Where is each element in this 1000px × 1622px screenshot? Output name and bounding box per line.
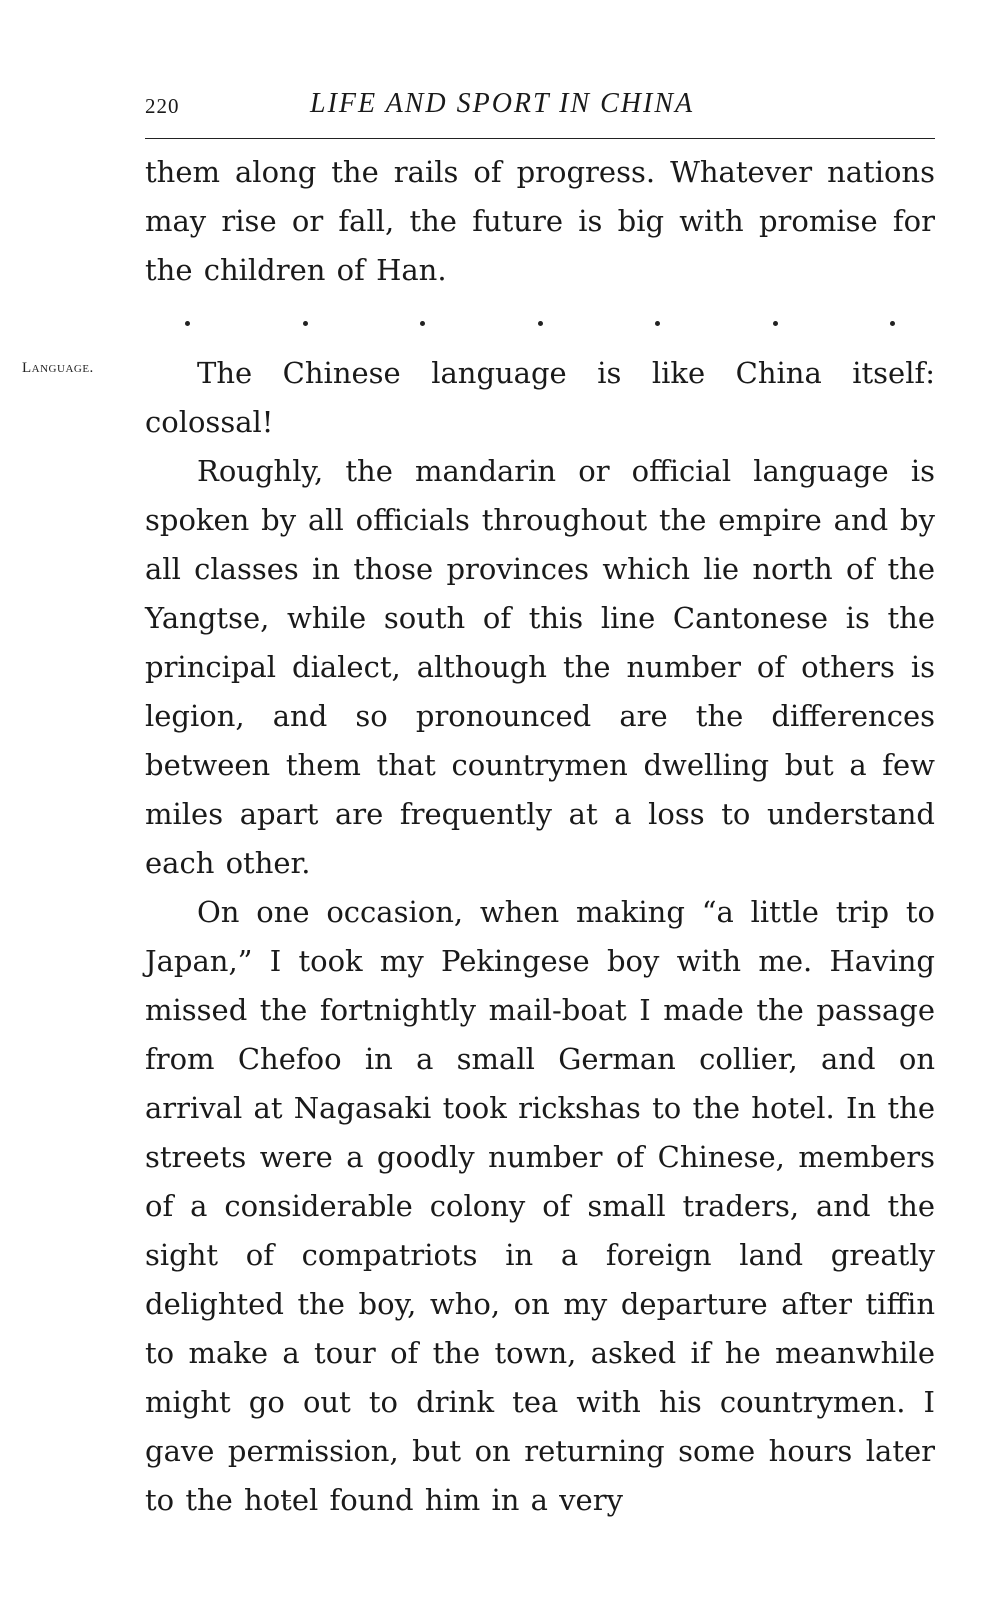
section-break-dots (145, 297, 935, 349)
dot (538, 321, 543, 326)
page-number: 220 (145, 94, 180, 118)
dot (773, 321, 778, 326)
dot (420, 321, 425, 326)
dot (655, 321, 660, 326)
paragraph-mandarin: Roughly, the mandarin or official language is spoken by all officials throughout the empire and by all classes in those provinces which lie north of the Yangtse, while south of this line Cantonese is the principal dialect, although the number of others is legion, and so pronounced are the differences between them that countrymen dwelling but a few miles apart are frequently at a loss to understand each other. (145, 454, 935, 880)
marginal-note: Language. (22, 360, 94, 376)
dot (890, 321, 895, 326)
running-title: LIFE AND SPORT IN CHINA (310, 88, 695, 119)
paragraph-language-intro: The Chinese language is like China itself: colossal! (145, 356, 935, 439)
running-head (145, 88, 935, 128)
footer-mark (283, 1500, 291, 1501)
dot (185, 321, 190, 326)
dot (303, 321, 308, 326)
paragraph-continued: them along the rails of progress. Whatever nations may rise or fall, the future is big with promise for the children of Han. (145, 155, 935, 287)
header-rule (145, 138, 935, 139)
paragraph-japan-trip: On one occasion, when making “a little trip to Japan,” I took my Pekingese boy with me. Having missed the fortnightly mail-boat I made the passage from Chefoo in a small German collier, and on arrival at Nagasaki took rickshas to the hotel. In the streets were a goodly number of Chinese, members of a considerable colony of small traders, and the sight of compatriots in a foreign land greatly delighted the boy, who, on my departure after tiffin to make a tour of the town, asked if he meanwhile might go out to drink tea with his countrymen. I gave permission, but on returning some hours later to the hotel found him in a very (145, 895, 935, 1517)
body-text (145, 148, 935, 1525)
